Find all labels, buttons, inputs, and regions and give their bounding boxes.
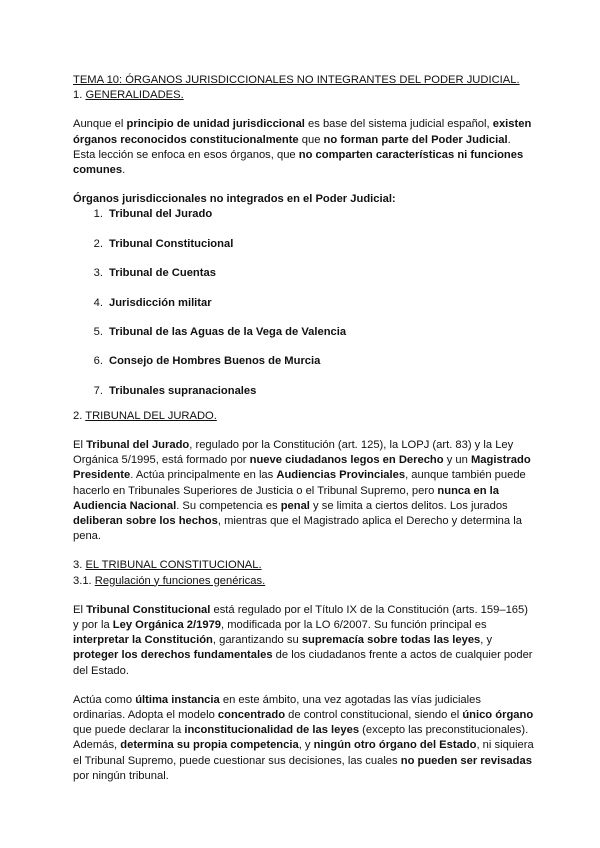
tc-paragraph-2: Actúa como última instancia en este ámbito, una vez agotadas las vías judiciales ordinarias. Adopta el modelo concentrado de control constitucional, siendo el único órgano que puede declarar la inconstitucionalidad de las leyes (excepto las preconstitucionales). Además, determina su propia competencia, y ningún otro órgano del Estado, ni siquiera el Tribunal Supremo, puede cuestionar sus decisiones, las cuales no pueden ser revisadas por ningún tribunal. bbox=[73, 693, 534, 782]
topic-title: TEMA 10: ÓRGANOS JURISDICCIONALES NO INTEGRANTES DEL PODER JUDICIAL. bbox=[73, 74, 520, 86]
organs-list bbox=[73, 207, 535, 400]
tc-paragraph-1: El Tribunal Constitucional está regulado por el Título IX de la Constitución (arts. 159–165) y por la Ley Orgánica 2/1979, modificada por la LO 6/2007. Su función principal es interpretar la Constitución, garantizando su supremacía sobre todas las leyes, y proteger los derechos fundamentales de los ciudadanos frente a actos de cualquier poder del Estado. bbox=[73, 603, 533, 677]
list-item: 4. Jurisdicción militar bbox=[93, 296, 212, 309]
intro-paragraph: Aunque el principio de unidad jurisdiccional es base del sistema judicial español, existen órganos reconocidos constitucionalmente que no forman parte del Poder Judicial. Esta lección se enfoca en esos órganos, que no comparten características ni funciones comunes. bbox=[73, 118, 532, 177]
section-2-heading: 2. TRIBUNAL DEL JURADO. bbox=[73, 409, 217, 422]
document-body bbox=[73, 73, 535, 784]
list-item: 6. Consejo de Hombres Buenos de Murcia bbox=[93, 355, 321, 368]
list-item: 5. Tribunal de las Aguas de la Vega de Valencia bbox=[93, 325, 347, 338]
section-3-heading: 3. EL TRIBUNAL CONSTITUCIONAL. bbox=[73, 559, 262, 572]
section-3-1-heading: 3.1. Regulación y funciones genéricas. bbox=[73, 574, 266, 587]
list-heading: Órganos jurisdiccionales no integrados en el Poder Judicial: bbox=[73, 193, 396, 206]
list-item: 7. Tribunales supranacionales bbox=[93, 384, 257, 397]
list-item: 2. Tribunal Constitucional bbox=[93, 237, 234, 250]
section-1-heading: 1. GENERALIDADES. bbox=[73, 89, 184, 102]
jurado-paragraph: El Tribunal del Jurado, regulado por la Constitución (art. 125), la LOPJ (art. 83) y la Ley Orgánica 5/1995, está formado por nueve ciudadanos legos en Derecho y un Magistrado Presidente. Actúa principalmente en las Audiencias Provinciales, aunque también puede hacerlo en Tribunales Superiores de Justicia o el Tribunal Supremo, pero nunca en la Audiencia Nacional. Su competencia es penal y se limita a ciertos delitos. Los jurados deliberan sobre los hechos, mientras que el Magistrado aplica el Derecho y determina la pena. bbox=[73, 438, 531, 543]
list-item: 3. Tribunal de Cuentas bbox=[93, 267, 216, 280]
list-item: 1. Tribunal del Jurado bbox=[93, 208, 213, 221]
